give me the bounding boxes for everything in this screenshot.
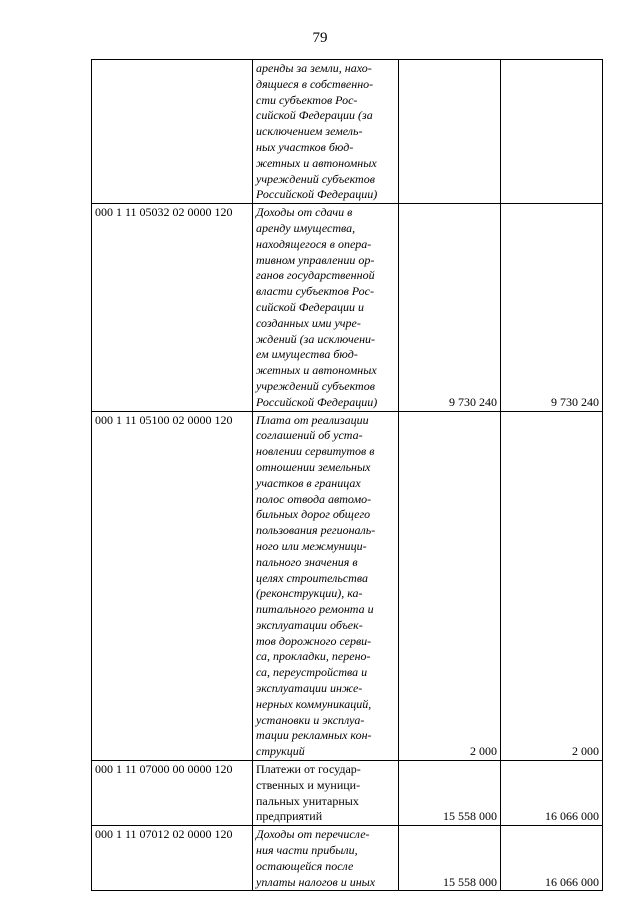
income-name-line: отношении земельных bbox=[256, 459, 371, 474]
income-name-line: созданных ими учре- bbox=[256, 315, 361, 330]
classification-code: 000 1 11 07000 00 0000 120 bbox=[92, 761, 253, 826]
income-name-line: Российской Федерации) bbox=[256, 187, 378, 202]
income-name-line: тов дорожного серви- bbox=[256, 633, 372, 648]
budget-table bbox=[91, 59, 603, 891]
income-name-line: уплаты налогов и иных bbox=[256, 874, 376, 889]
classification-code: 000 1 11 07012 02 0000 120 bbox=[92, 826, 253, 891]
income-name bbox=[253, 761, 399, 826]
income-name bbox=[253, 60, 399, 204]
income-name-line: сти субъектов Рос- bbox=[256, 92, 358, 107]
table-body bbox=[92, 60, 603, 891]
amount-year-1: 2 000 bbox=[399, 411, 501, 761]
table-row bbox=[92, 761, 603, 826]
income-name-line: Доходы от перечисле- bbox=[256, 827, 370, 842]
income-name-line: ного или межмуници- bbox=[256, 538, 367, 553]
amount-year-2: 2 000 bbox=[501, 411, 603, 761]
income-name-line: установки и эксплуа- bbox=[256, 712, 365, 727]
classification-code: 000 1 11 05032 02 0000 120 bbox=[92, 204, 253, 411]
page-number: 79 bbox=[312, 30, 328, 46]
income-name-line: аренды за земли, нахо- bbox=[256, 61, 372, 75]
income-name-line: полос отвода автомо- bbox=[256, 491, 372, 506]
classification-code: 000 1 11 05100 02 0000 120 bbox=[92, 411, 253, 761]
amount-year-2 bbox=[501, 60, 603, 204]
income-name-line: Российской Федерации) bbox=[256, 394, 378, 409]
income-name-line: жетных и автономных bbox=[256, 155, 377, 170]
income-name-line: власти субъектов Рос- bbox=[256, 284, 374, 299]
income-name-line: пального значения в bbox=[256, 554, 358, 569]
income-name bbox=[253, 826, 399, 891]
income-name-line: ждений (за исключени- bbox=[256, 331, 376, 346]
table-row bbox=[92, 411, 603, 761]
income-name-line: соглашений об уста- bbox=[256, 428, 363, 443]
income-name-line: струкций bbox=[256, 744, 305, 759]
income-name-line: эксплуатации инже- bbox=[256, 681, 363, 696]
table-row bbox=[92, 826, 603, 891]
income-name bbox=[253, 204, 399, 411]
income-name-line: аренду имущества, bbox=[256, 220, 356, 235]
income-name-line: бильных дорог общего bbox=[256, 507, 371, 522]
classification-code bbox=[92, 60, 253, 204]
income-name-line: целях строительства bbox=[256, 570, 368, 585]
income-name-line: са, переустройства и bbox=[256, 665, 368, 680]
amount-year-2: 16 066 000 bbox=[501, 761, 603, 826]
income-name-line: (реконструкции), ка- bbox=[256, 586, 363, 601]
income-name-line: сийской Федерации и bbox=[256, 299, 365, 314]
income-name-line: Плата от реализации bbox=[256, 412, 369, 427]
amount-year-1 bbox=[399, 60, 501, 204]
table-row bbox=[92, 204, 603, 411]
income-name-line: исключением земель- bbox=[256, 124, 363, 139]
income-name-line: учреждений субъектов bbox=[256, 378, 375, 393]
income-name bbox=[253, 411, 399, 761]
income-name-line: учреждений субъектов bbox=[256, 171, 375, 186]
income-name-line: тации рекламных кон- bbox=[256, 728, 372, 743]
income-name-line: Платежи от государ- bbox=[256, 762, 361, 777]
income-name-line: новлении сервитутов в bbox=[256, 444, 375, 459]
income-name-line: дящиеся в собственно- bbox=[256, 76, 374, 91]
income-name-line: питального ремонта и bbox=[256, 602, 374, 617]
income-name-line: ных участков бюд- bbox=[256, 139, 354, 154]
income-name-line: предприятий bbox=[256, 809, 323, 824]
income-name-line: участков в границах bbox=[256, 475, 361, 490]
income-name-line: ния части прибыли, bbox=[256, 843, 358, 858]
income-name-line: тивном управлении ор- bbox=[256, 252, 375, 267]
income-name-line: нерных коммуникаций, bbox=[256, 696, 372, 711]
income-name-line: Доходы от сдачи в bbox=[256, 205, 353, 220]
income-name-line: эксплуатации объек- bbox=[256, 617, 363, 632]
income-name-line: пальных унитарных bbox=[256, 793, 359, 808]
income-name-line: ственных и муници- bbox=[256, 777, 361, 792]
income-name-line: са, прокладки, перено- bbox=[256, 649, 371, 664]
amount-year-1: 15 558 000 bbox=[399, 826, 501, 891]
income-name-line: ем имущества бюд- bbox=[256, 347, 358, 362]
table-row bbox=[92, 60, 603, 204]
income-name-line: пользования региональ- bbox=[256, 523, 376, 538]
income-name-line: ганов государственной bbox=[256, 268, 375, 283]
income-name-line: находящегося в опера- bbox=[256, 236, 372, 251]
amount-year-1: 9 730 240 bbox=[399, 204, 501, 411]
amount-year-2: 9 730 240 bbox=[501, 204, 603, 411]
income-name-line: остающейся после bbox=[256, 858, 354, 873]
amount-year-2: 16 066 000 bbox=[501, 826, 603, 891]
income-name-line: жетных и автономных bbox=[256, 363, 377, 378]
amount-year-1: 15 558 000 bbox=[399, 761, 501, 826]
income-name-line: сийской Федерации (за bbox=[256, 108, 373, 123]
